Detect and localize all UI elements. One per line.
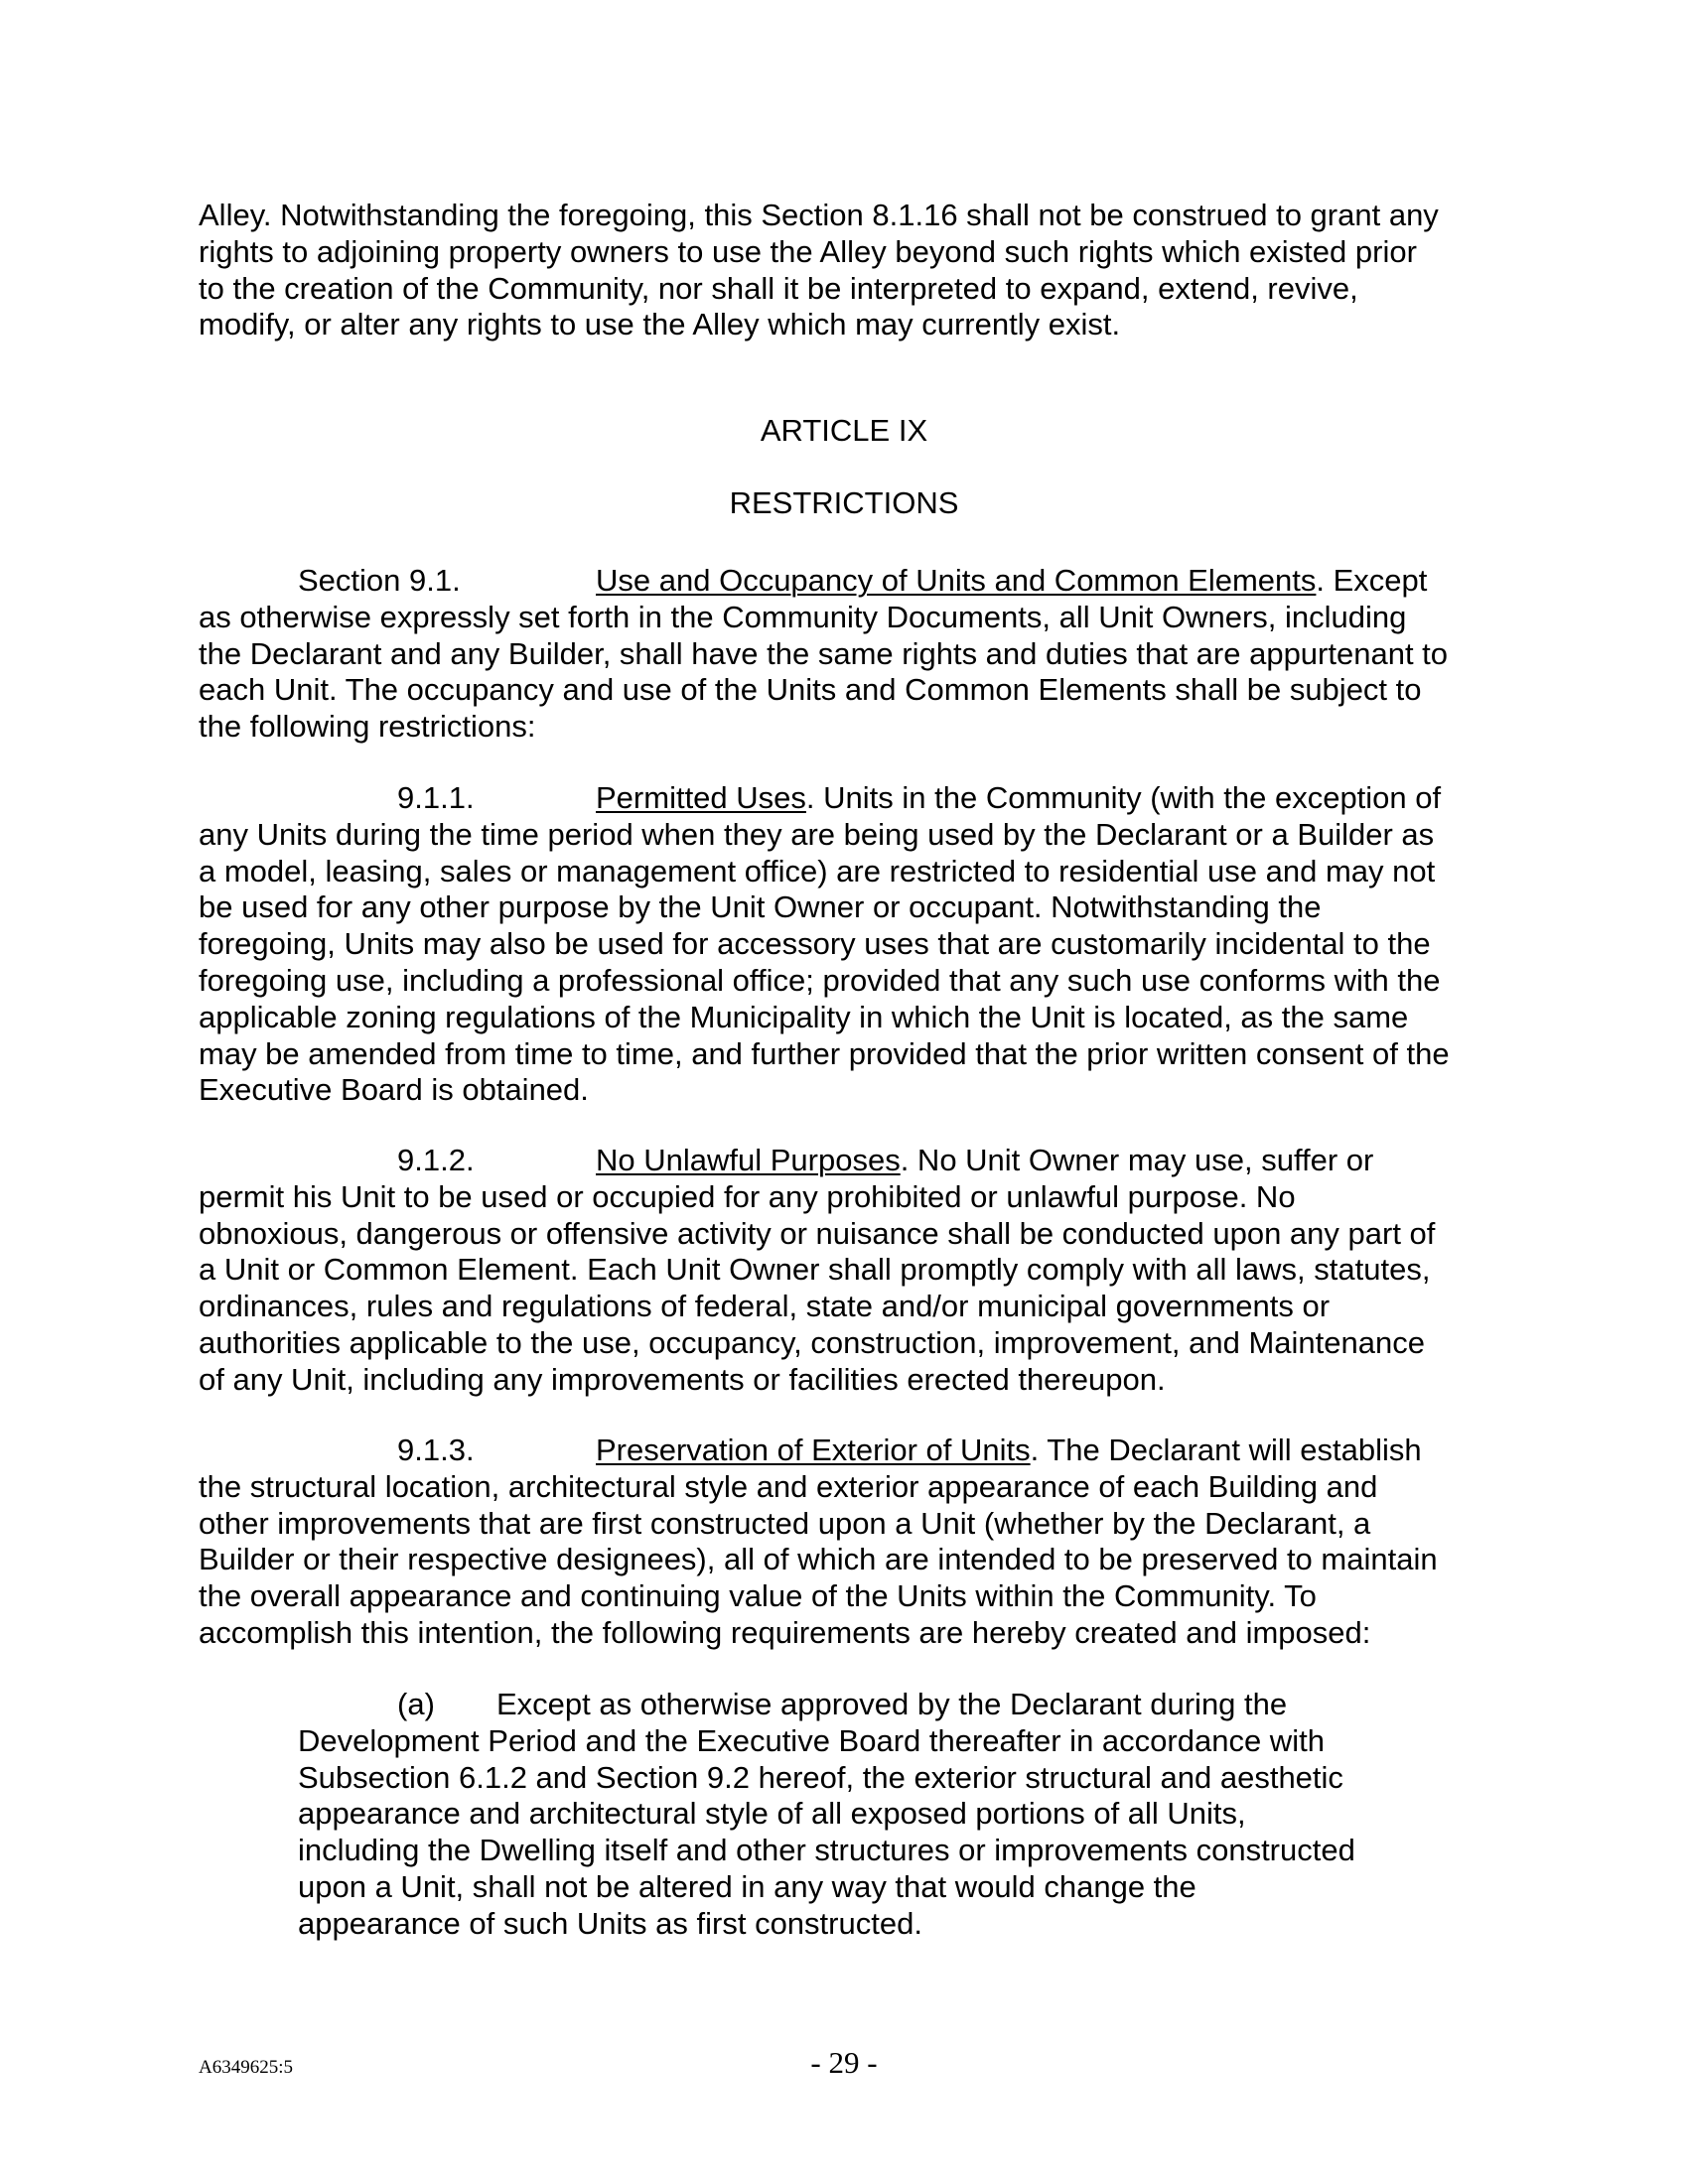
footer-document-id: A6349625:5	[199, 2057, 293, 2078]
section-9-1-first-line-rest: . Except	[1316, 563, 1428, 598]
section-9-1-1-heading: Permitted Uses	[596, 780, 806, 815]
section-9-1-3-line: the structural location, architectural style and exterior appearance of each Building and	[199, 1468, 1378, 1504]
section-9-1-3-line: Builder or their respective designees), all of which are intended to be preserved to maintain	[199, 1542, 1438, 1577]
section-9-1-3-line: accomplish this intention, the following requirements are hereby created and imposed:	[199, 1614, 1371, 1650]
subsection-a-line: including the Dwelling itself and other structures or improvements constructed	[298, 1833, 1355, 1868]
section-9-1-1-line: any Units during the time period when they are being used by the Declarant or a Builder as	[199, 816, 1435, 852]
section-9-1-line: as otherwise expressly set forth in the Community Documents, all Unit Owners, including	[199, 599, 1407, 634]
article-subtitle: RESTRICTIONS	[729, 485, 959, 520]
subsection-a-line: upon a Unit, shall not be altered in any way that would change the	[298, 1868, 1196, 1904]
section-9-1-3-first-line	[199, 1433, 1499, 1469]
article-title: ARTICLE IX	[760, 413, 928, 448]
section-9-1-1-first-line	[199, 780, 1499, 817]
section-9-1-1-number: 9.1.1.	[397, 780, 475, 815]
subsection-a-first-line	[298, 1687, 1499, 1723]
section-9-1-3-heading: Preservation of Exterior of Units	[596, 1433, 1031, 1467]
section-9-1-3-line: other improvements that are first constructed upon a Unit (whether by the Declarant, a	[199, 1505, 1371, 1541]
subsection-a-first-line-rest: Except as otherwise approved by the Declarant during the	[496, 1687, 1288, 1721]
section-9-1-line: the Declarant and any Builder, shall have the same rights and duties that are appurtenant to	[199, 635, 1449, 671]
subsection-a-line: appearance and architectural style of all exposed portions of all Units,	[298, 1796, 1246, 1832]
subsection-a-label: (a)	[397, 1687, 435, 1721]
section-9-1-2-line: permit his Unit to be used or occupied for any prohibited or unlawful purpose. No	[199, 1178, 1296, 1214]
section-9-1-3-first-line-rest: . The Declarant will establish	[1030, 1433, 1422, 1467]
section-9-1-1-line: may be amended from time to time, and further provided that the prior written consent of the	[199, 1035, 1450, 1071]
intro-line: modify, or alter any rights to use the Alley which may currently exist.	[199, 307, 1121, 342]
intro-paragraph	[199, 198, 1499, 343]
subsection-a-line: Subsection 6.1.2 and Section 9.2 hereof, the exterior structural and aesthetic	[298, 1759, 1343, 1795]
section-9-1-3-line: the overall appearance and continuing value of the Units within the Community. To	[199, 1578, 1317, 1614]
section-9-1-3-number: 9.1.3.	[397, 1433, 475, 1467]
section-9-1-1-line: a model, leasing, sales or management office) are restricted to residential use and may not	[199, 853, 1436, 888]
section-9-1-2-line: of any Unit, including any improvements or facilities erected thereupon.	[199, 1361, 1166, 1397]
section-9-1-1-line: Executive Board is obtained.	[199, 1072, 589, 1108]
section-9-1-2-heading: No Unlawful Purposes	[596, 1143, 901, 1177]
section-9-1-1-line: applicable zoning regulations of the Municipality in which the Unit is located, as the same	[199, 999, 1409, 1034]
section-9-1-1-first-line-rest: . Units in the Community (with the exception of	[805, 780, 1442, 815]
section-9-1-3	[199, 1433, 1499, 1652]
section-9-1-2-line: authorities applicable to the use, occupancy, construction, improvement, and Maintenance	[199, 1324, 1425, 1360]
section-9-1-2-line: ordinances, rules and regulations of federal, state and/or municipal governments or	[199, 1289, 1331, 1324]
footer-page-number: - 29 -	[810, 2045, 878, 2080]
section-9-1-line: the following restrictions:	[199, 709, 536, 745]
section-9-1-number: Section 9.1.	[298, 563, 461, 598]
section-9-1-2-line: obnoxious, dangerous or offensive activity or nuisance shall be conducted upon any part of	[199, 1215, 1436, 1251]
section-9-1-1-line: foregoing, Units may also be used for accessory uses that are customarily incidental to the	[199, 926, 1431, 962]
section-9-1-2-first-line-rest: . No Unit Owner may use, suffer or	[900, 1143, 1374, 1177]
section-9-1-2	[199, 1143, 1499, 1399]
section-9-1	[199, 563, 1499, 746]
section-9-1-2-number: 9.1.2.	[397, 1143, 475, 1177]
section-9-1-heading: Use and Occupancy of Units and Common Elements	[596, 563, 1317, 598]
section-9-1-1	[199, 780, 1499, 1109]
section-9-1-first-line	[199, 563, 1499, 600]
intro-line: to the creation of the Community, nor shall it be interpreted to expand, extend, revive,	[199, 270, 1358, 306]
section-9-1-line: each Unit. The occupancy and use of the Units and Common Elements shall be subject to	[199, 672, 1422, 708]
intro-line: rights to adjoining property owners to use the Alley beyond such rights which existed prior	[199, 233, 1417, 269]
subsection-a-line: appearance of such Units as first constructed.	[298, 1905, 922, 1941]
intro-line: Alley. Notwithstanding the foregoing, this Section 8.1.16 shall not be construed to grant any	[199, 198, 1439, 232]
section-9-1-1-line: be used for any other purpose by the Unit Owner or occupant. Notwithstanding the	[199, 889, 1322, 925]
section-9-1-2-line: a Unit or Common Element. Each Unit Owner shall promptly comply with all laws, statutes,	[199, 1252, 1431, 1288]
section-9-1-2-first-line	[199, 1143, 1499, 1179]
subsection-a	[298, 1687, 1499, 1943]
subsection-a-line: Development Period and the Executive Board thereafter in accordance with	[298, 1722, 1325, 1758]
section-9-1-1-line: foregoing use, including a professional office; provided that any such use conforms with the	[199, 962, 1441, 998]
